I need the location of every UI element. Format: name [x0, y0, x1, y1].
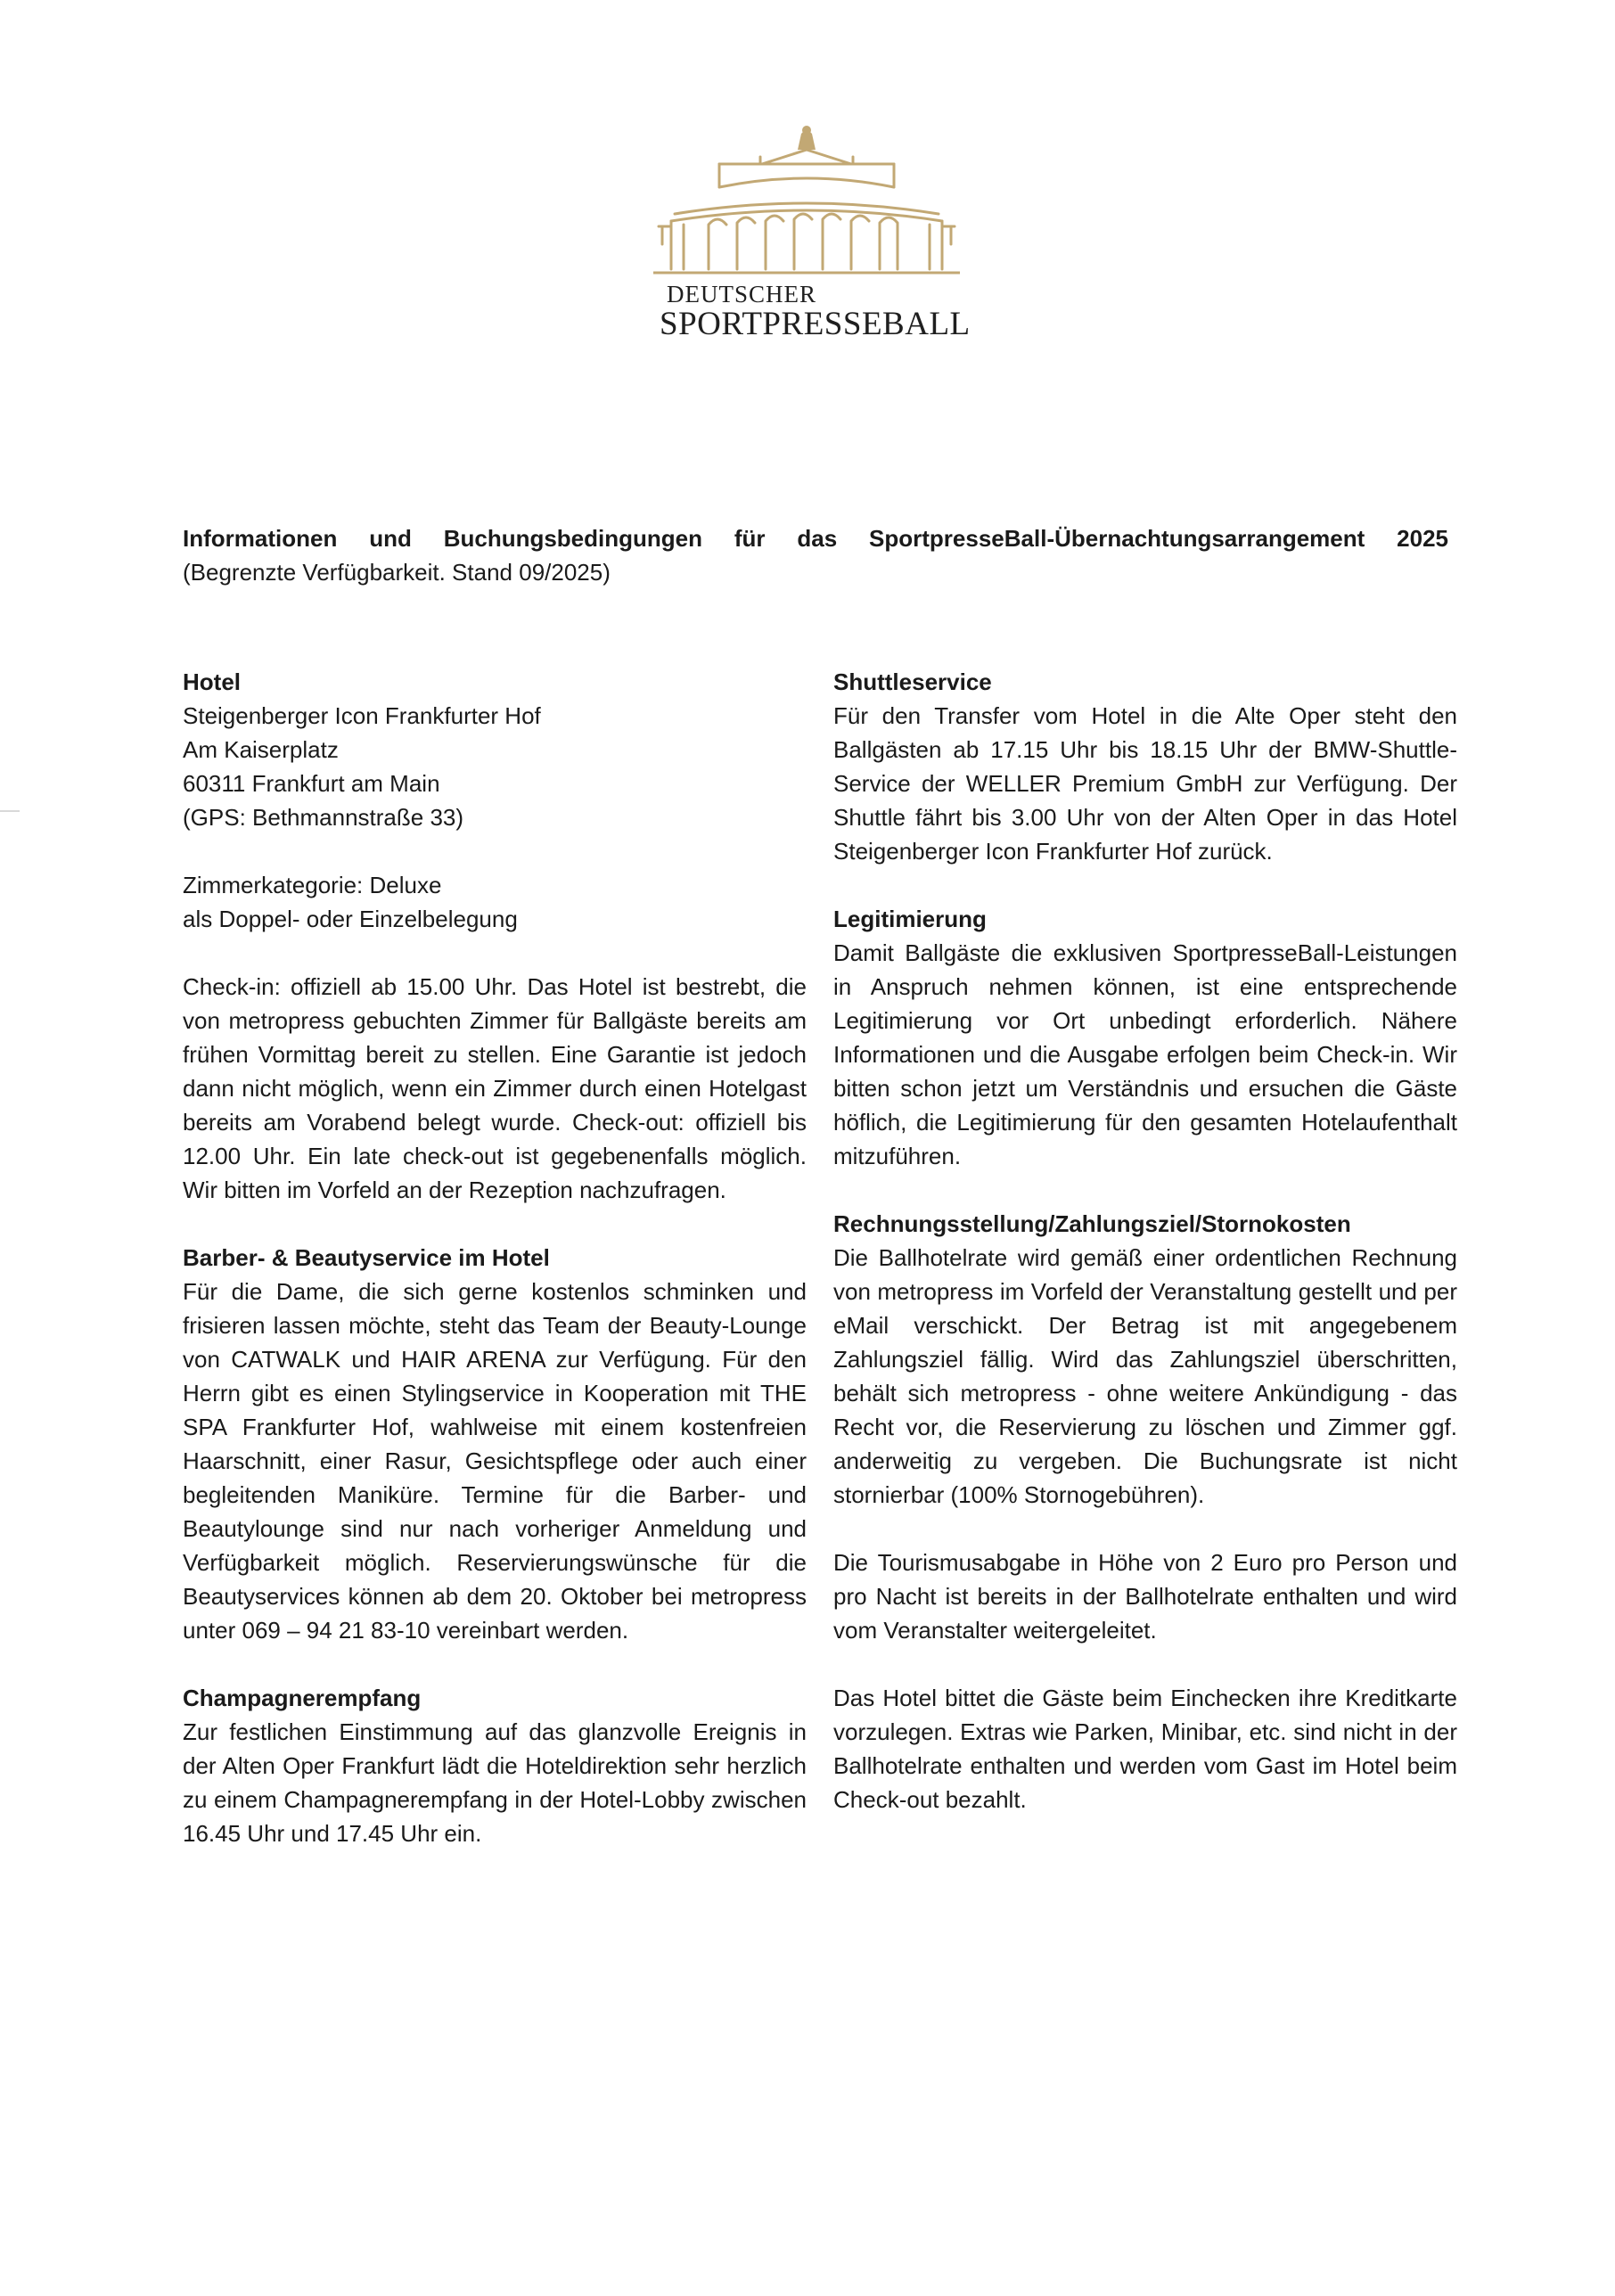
champagne-section — [183, 1681, 807, 1850]
logo-text-line-1: DEUTSCHER — [667, 281, 817, 308]
tourism-tax-section — [833, 1546, 1457, 1647]
billing-text: Die Ballhotelrate wird gemäß einer ordentlichen Rechnung von metropress im Vorfeld der Veranstaltung gestellt und per eMail verschickt. Der Betrag ist mit angegebenem Zahlungsziel fällig. Wird das Zahlungsziel überschritten, behält sich metropress - ohne weitere Ankündigung - das Recht vor, die Reservierung zu löschen und Zimmer ggf. anderweitig zu vergeben. Die Buchungsrate ist nicht stornierbar (100% Stornogebühren). — [833, 1244, 1457, 1508]
room-category: Zimmerkategorie: Deluxe — [183, 872, 442, 898]
hotel-heading: Hotel — [183, 668, 241, 695]
document-heading — [183, 521, 1448, 589]
hotel-section — [183, 665, 807, 834]
barber-section — [183, 1241, 807, 1647]
legitimation-text: Damit Ballgäste die exklusiven SportpresseBall-Leistungen in Anspruch nehmen können, ist eine entsprechende Legitimierung vor Ort unbedingt erforderlich. Nähere Informationen und die Ausgabe erfolgen beim Check-in. Wir bitten schon jetzt um Verständnis und ersuchen die Gäste höflich, die Legitimierung für den gesamten Hotelaufenthalt mitzuführen. — [833, 939, 1457, 1169]
hotel-street: Am Kaiserplatz — [183, 736, 339, 763]
document-title: Informationen und Buchungsbedingungen für das SportpresseBall-Übernachtungsarrangement 2025 — [183, 525, 1448, 552]
left-column — [183, 665, 807, 1884]
right-column — [833, 665, 1457, 1850]
event-logo — [642, 125, 971, 348]
barber-text: Für die Dame, die sich gerne kostenlos schminken und frisieren lassen möchte, steht das Team der Beauty-Lounge von CATWALK und HAIR ARENA zur Verfügung. Für den Herrn gibt es einen Stylingservice in Kooperation mit THE SPA Frankfurter Hof, wahlweise mit einem kostenfreien Haarschnitt, einer Rasur, Gesichtspflege oder auch einer begleitenden Maniküre. Termine für die Barber- und Beautylounge sind nur nach vorheriger Anmeldung und Verfügbarkeit möglich. Reservierungswünsche für die Beautyservices können ab dem 20. Oktober bei metropress unter 069 – 94 21 83-10 vereinbart werden. — [183, 1278, 807, 1644]
logo-text-line-2: SPORTPRESSEBALL — [660, 306, 971, 342]
hotel-city: 60311 Frankfurt am Main — [183, 770, 440, 797]
document-subtitle: (Begrenzte Verfügbarkeit. Stand 09/2025) — [183, 559, 611, 586]
hotel-name: Steigenberger Icon Frankfurter Hof — [183, 702, 541, 729]
credit-card-text: Das Hotel bittet die Gäste beim Einchecken ihre Kreditkarte vorzulegen. Extras wie Parken, Minibar, etc. sind nicht in der Ballhotelrate enthalten und werden vom Gast im Hotel beim Check-out bezahlt. — [833, 1685, 1457, 1813]
opera-house-logo-icon — [653, 125, 960, 276]
tourism-tax-text: Die Tourismusabgabe in Höhe von 2 Euro pro Person und pro Nacht ist bereits in der Ballhotelrate enthalten und wird vom Veranstalter weitergeleitet. — [833, 1549, 1457, 1644]
room-section — [183, 868, 807, 936]
page-margin-mark — [0, 810, 20, 812]
hotel-gps: (GPS: Bethmannstraße 33) — [183, 804, 464, 831]
shuttle-text: Für den Transfer vom Hotel in die Alte Oper steht den Ballgästen ab 17.15 Uhr bis 18.15 Uhr der BMW-Shuttle-Service der WELLER Premium GmbH zur Verfügung. Der Shuttle fährt bis 3.00 Uhr von der Alten Oper in das Hotel Steigenberger Icon Frankfurter Hof zurück. — [833, 702, 1457, 865]
champagne-text: Zur festlichen Einstimmung auf das glanzvolle Ereignis in der Alten Oper Frankfurt lädt die Hoteldirektion sehr herzlich zu einem Champagnerempfang in der Hotel-Lobby zwischen 16.45 Uhr und 17.45 Uhr ein. — [183, 1718, 807, 1847]
shuttle-heading: Shuttleservice — [833, 668, 992, 695]
billing-section — [833, 1207, 1457, 1512]
barber-heading: Barber- & Beautyservice im Hotel — [183, 1244, 550, 1271]
shuttle-section — [833, 665, 1457, 868]
credit-card-section — [833, 1681, 1457, 1816]
room-occupancy: als Doppel- oder Einzelbelegung — [183, 906, 518, 932]
billing-heading: Rechnungsstellung/Zahlungsziel/Stornokosten — [833, 1210, 1351, 1237]
checkin-text: Check-in: offiziell ab 15.00 Uhr. Das Hotel ist bestrebt, die von metropress gebuchten Zimmer für Ballgäste bereits am frühen Vormittag bereit zu stellen. Eine Garantie ist jedoch dann nicht möglich, wenn ein Zimmer durch einen Hotelgast bereits am Vorabend belegt wurde. Check-out: offiziell bis 12.00 Uhr. Ein late check-out ist gegebenenfalls möglich. Wir bitten im Vorfeld an der Rezeption nachzufragen. — [183, 973, 807, 1203]
champagne-heading: Champagnerempfang — [183, 1685, 422, 1711]
checkin-section — [183, 970, 807, 1207]
legitimation-heading: Legitimierung — [833, 906, 987, 932]
legitimation-section — [833, 902, 1457, 1173]
